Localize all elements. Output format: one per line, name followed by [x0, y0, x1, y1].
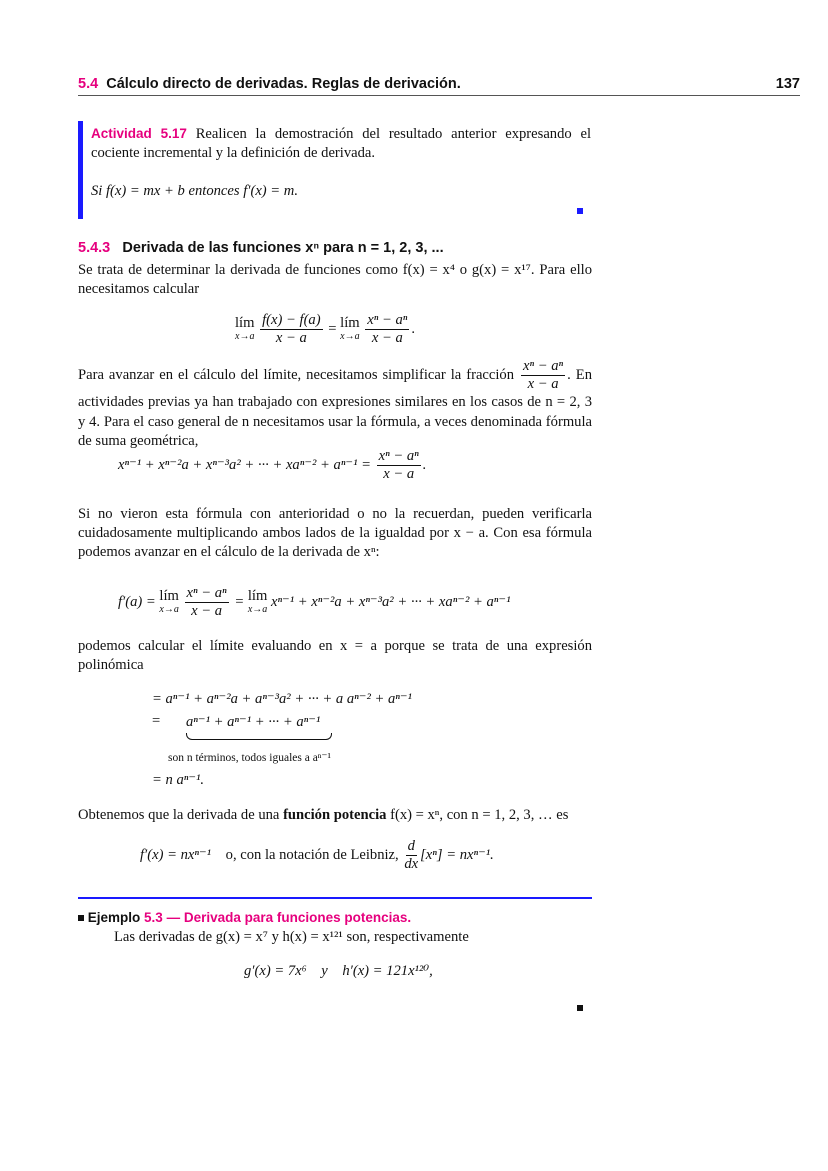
lim-sub: x→a: [235, 330, 255, 342]
numerator: xⁿ − aⁿ: [186, 585, 227, 601]
period: .: [422, 456, 427, 473]
lhs: f′(x) = nxⁿ⁻¹: [140, 846, 212, 863]
lhs: xⁿ⁻¹ + xⁿ⁻²a + xⁿ⁻³a² + ··· + xaⁿ⁻² + aⁿ⁻¹ =: [118, 456, 372, 473]
paragraph: [78, 358, 592, 452]
eq-line-2: aⁿ⁻¹ + aⁿ⁻¹ + ··· + aⁿ⁻¹: [186, 714, 321, 730]
lim: lím: [159, 587, 179, 604]
rhs: xⁿ⁻¹ + xⁿ⁻²a + xⁿ⁻³a² + ··· + xaⁿ⁻² + aⁿ⁻¹: [270, 593, 511, 610]
denominator: x − a: [191, 603, 223, 619]
text: f(x) = xⁿ, con n = 1, 2, 3, … es: [390, 807, 569, 823]
equals: =: [328, 320, 337, 337]
lim-sub: x→a: [247, 603, 268, 615]
denominator: x − a: [383, 466, 415, 482]
lim-sub: x→a: [159, 603, 179, 615]
equation-result: [140, 838, 494, 873]
lim: lím: [247, 587, 268, 604]
text: . En actividades previas ya han trabajado con expresiones similares en los casos de n = 2, 3 y 4. Para el caso general de n necesitamos usar la fórmula, a veces denominada fórmula de suma geométrica,: [78, 366, 593, 449]
example-rule: [78, 897, 592, 899]
activity-bar: [78, 121, 83, 219]
numerator: d: [407, 838, 415, 854]
underbrace: [186, 733, 332, 740]
equals: =: [234, 593, 245, 610]
activity-text: Realicen la demostración del resultado anterior expresando el cociente incremental y la definición de derivada.: [91, 126, 591, 161]
eq-line-3: = n aⁿ⁻¹.: [152, 772, 205, 788]
end-mark: [577, 208, 583, 214]
section-title: Cálculo directo de derivadas. Reglas de derivación.: [106, 76, 461, 92]
text: Para avanzar en el cálculo del límite, necesitamos simplificar la fracción: [78, 366, 515, 383]
equation-geometric-sum: [118, 448, 426, 483]
example-label: Ejemplo: [87, 910, 141, 925]
eq-line-1: = aⁿ⁻¹ + aⁿ⁻²a + aⁿ⁻³a² + ··· + a aⁿ⁻² + aⁿ⁻¹: [152, 691, 412, 707]
subsection-heading: [78, 240, 444, 256]
denominator: x − a: [371, 330, 403, 346]
text: Obtenemos que la derivada de una: [78, 807, 280, 823]
paragraph: Si no vieron esta fórmula con anterioridad o no la recuerdan, pueden verificarla cuidadosamente multiplicando ambos lados de la igualdad por x − a. Con esa fórmula podemos avanzar en el cálculo de la derivada de xⁿ:: [78, 506, 592, 560]
example-heading: [78, 910, 411, 925]
subsection-number: 5.4.3: [78, 240, 111, 256]
activity-statement: Si f(x) = mx + b entonces f′(x) = m.: [91, 183, 298, 199]
example-text: Las derivadas de g(x) = x⁷ y h(x) = x¹²¹ son, respectivamente: [114, 929, 469, 945]
numerator: xⁿ − aⁿ: [378, 448, 419, 464]
text: o, con la notación de Leibniz,: [225, 846, 399, 863]
denominator: dx: [404, 856, 419, 872]
numerator: f(x) − f(a): [262, 312, 321, 328]
numerator: xⁿ − aⁿ: [367, 312, 408, 328]
equation-derivative: [118, 585, 510, 620]
subsection-title: Derivada de las funciones xⁿ para n = 1, 2, 3, ...: [122, 240, 444, 256]
eq-line-2-eq: =: [152, 713, 161, 729]
denominator: x − a: [527, 376, 559, 392]
equation-limit: [235, 312, 415, 347]
bold-term: función potencia: [283, 807, 387, 823]
lim: lím: [340, 314, 360, 331]
rhs: [xⁿ] = nxⁿ⁻¹.: [420, 846, 494, 863]
paragraph: podemos calcular el límite evaluando en x = a porque se trata de una expresión polinómica: [78, 638, 592, 673]
numerator: xⁿ − aⁿ: [523, 358, 564, 374]
lhs: f′(a) =: [118, 593, 156, 610]
activity-box: [91, 124, 591, 163]
end-mark: [577, 1005, 583, 1011]
lim-sub: x→a: [340, 330, 360, 342]
activity-label: Actividad 5.17: [91, 126, 187, 141]
denominator: x − a: [275, 330, 307, 346]
bullet-square: [78, 915, 84, 921]
page-number: 137: [775, 76, 800, 92]
section-number: 5.4: [78, 76, 99, 92]
example-equation: g′(x) = 7x⁶ y h′(x) = 121x¹²⁰,: [244, 963, 433, 979]
brace-note: son n términos, todos iguales a aⁿ⁻¹: [168, 752, 331, 764]
running-header: [78, 76, 800, 96]
example-title: 5.3 — Derivada para funciones potencias.: [144, 910, 412, 925]
period: .: [411, 320, 416, 337]
paragraph: Se trata de determinar la derivada de funciones como f(x) = x⁴ o g(x) = x¹⁷. Para ello necesitamos calcular: [78, 262, 592, 297]
lim: lím: [235, 314, 255, 331]
paragraph: [78, 806, 592, 825]
